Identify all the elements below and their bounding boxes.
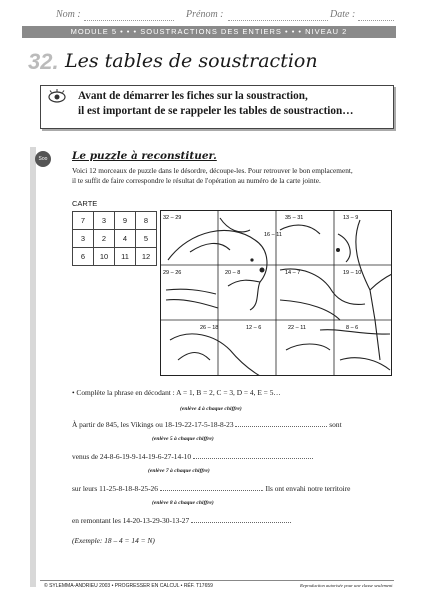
sentence-line-1-end: sont — [329, 420, 342, 429]
carte-cell: 8 — [136, 212, 157, 230]
carte-cell: 10 — [94, 248, 115, 266]
carte-cell: 4 — [115, 230, 136, 248]
carte-cell: 11 — [115, 248, 136, 266]
sentence-line-1-start: À partir de 845, les Vikings ou 18-19-22-17-5-18-8-23 — [72, 420, 234, 429]
carte-cell: 2 — [94, 230, 115, 248]
example-text: (Exemple: 18 – 4 = 14 = N) — [72, 536, 155, 545]
carte-cell: 3 — [94, 212, 115, 230]
carte-label: CARTE — [72, 199, 98, 208]
intro-text — [78, 89, 388, 119]
answer-blank-2[interactable] — [193, 452, 313, 459]
carte-cell: 3 — [73, 230, 94, 248]
answer-blank-4[interactable] — [191, 516, 291, 523]
piece-label: 35 – 31 — [285, 215, 304, 221]
sentence-line-4 — [72, 516, 291, 525]
carte-cell: 7 — [73, 212, 94, 230]
date-field[interactable] — [358, 20, 394, 21]
puzzle-desc-line-1: Voici 12 morceaux de puzzle dans le désordre, découpe-les. Pour retrouver le bon emplacement, — [72, 166, 353, 175]
puzzle-title: Le puzzle à reconstituer. — [72, 150, 217, 162]
sentence-line-2-text: venus de 24-8-6-19-9-14-19-6-27-14-10 — [72, 452, 192, 461]
footer-notice: Reproduction autorisée pour une classe seulement — [300, 583, 393, 588]
hint-2: (enlève 5 à chaque chiffre) — [152, 436, 214, 442]
piece-label: 32 – 29 — [163, 215, 182, 221]
date-label: Date : — [330, 9, 356, 20]
carte-cell: 9 — [115, 212, 136, 230]
puzzle-desc-line-2: il te suffit de faire correspondre le résultat de l'opération au numéro de la carte jointe. — [72, 176, 321, 185]
answer-blank-1[interactable] — [235, 420, 327, 427]
sentence-line-3 — [72, 484, 350, 493]
piece-label: 12 – 6 — [246, 325, 262, 331]
sentence-line-1 — [72, 420, 342, 429]
piece-label: 8 – 6 — [346, 325, 359, 331]
eye-icon — [46, 89, 68, 105]
footer-rule — [40, 580, 394, 581]
carte-cell: 12 — [136, 248, 157, 266]
lesson-number: 32. — [28, 49, 59, 74]
sentence-line-2 — [72, 452, 313, 461]
carte-cell: 6 — [73, 248, 94, 266]
piece-label: 19 – 10 — [343, 270, 362, 276]
module-bar: MODULE 5 • • • SOUSTRACTIONS DES ENTIERS • • • NIVEAU 2 — [22, 26, 396, 38]
intro-line-2: il est important de se rappeler les tables de soustraction… — [78, 105, 354, 117]
sentence-line-3-start: sur leurs 11-25-8-18-8-25-26 — [72, 484, 158, 493]
piece-label: 29 – 26 — [163, 270, 182, 276]
carte-grid — [72, 211, 157, 266]
sentence-line-4-text: en remontant les 14-20-13-29-30-13-27 — [72, 516, 190, 525]
prenom-field[interactable] — [228, 20, 328, 21]
answer-blank-3[interactable] — [160, 484, 262, 491]
piece-label: 20 – 8 — [225, 270, 241, 276]
exercise-intro: • Complète la phrase en décodant : A = 1, B = 2, C = 3, D = 4, E = 5… — [72, 388, 281, 397]
prenom-label: Prénom : — [186, 9, 224, 20]
puzzle-image — [160, 210, 392, 376]
intro-line-1: Avant de démarrer les fiches sur la soustraction, — [78, 90, 308, 102]
nom-field[interactable] — [84, 20, 174, 21]
piece-label: 14 – 7 — [285, 270, 301, 276]
puzzle-description — [72, 166, 392, 186]
piece-label: 22 – 11 — [288, 325, 306, 331]
carte-cell: 5 — [136, 230, 157, 248]
piece-label: 16 – 11 — [264, 232, 282, 238]
piece-label: 26 – 18 — [200, 325, 219, 331]
sentence-line-3-end: . Ils ont envahi notre territoire — [261, 484, 351, 493]
section-badge-icon: Soo — [35, 151, 51, 167]
hint-1: (enlève 4 à chaque chiffre) — [180, 406, 242, 412]
piece-label: 13 – 9 — [343, 215, 359, 221]
side-strip — [30, 147, 36, 587]
nom-label: Nom : — [56, 9, 81, 20]
footer-copyright: © SYLEMMA-ANDRIEU 2003 • PROGRESSER EN CALCUL • RÉF. T17659 — [44, 583, 213, 589]
hint-4: (enlève 8 à chaque chiffre) — [152, 500, 214, 506]
lesson-title: Les tables de soustraction — [65, 50, 318, 72]
hint-3: (enlève 7 à chaque chiffre) — [148, 468, 210, 474]
